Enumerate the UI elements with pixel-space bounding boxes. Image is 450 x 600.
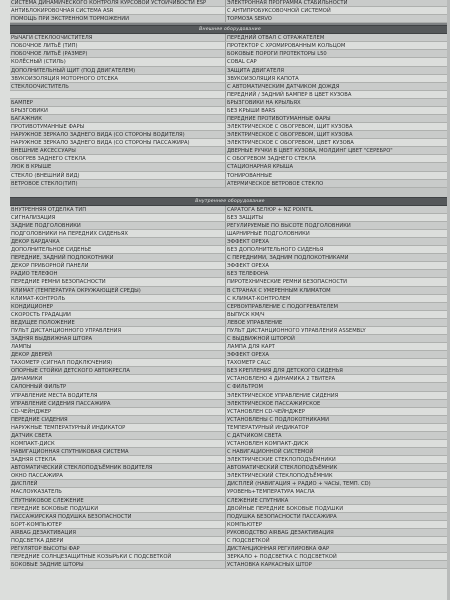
feature-name-cell: СТЕКЛО (ВНЕШНИЙ ВИД) [10, 172, 226, 179]
table-row [10, 311, 450, 319]
table-row [10, 327, 450, 335]
feature-name-cell: СПУТНИКОВОЕ СЛЕЖЕНИЕ [10, 497, 226, 504]
feature-value-cell: УСТАНОВЛЕНО 4 ДИНАМИКА 2 ТВИТЕРА [227, 376, 336, 383]
feature-name-cell: ДИНАМИКИ [10, 375, 226, 382]
table-row [10, 440, 450, 448]
feature-value-cell: БЕЗ КРЫШИ BARS [227, 107, 276, 114]
feature-name-cell: ЗВУКОИЗОЛЯЦИЯ МОТОРНОГО ОТСЕКА [10, 75, 226, 82]
feature-value-cell: ЭЛЕКТРИЧЕСКОЕ С ОБОГРЕВОМ, ЩИТ КУЗОВА [226, 131, 450, 138]
table-row [10, 472, 450, 480]
feature-name-cell: ЛАМПЫ [10, 343, 226, 350]
feature-name-cell: ДАТЧИК СВЕТА [10, 432, 226, 439]
table-row [10, 561, 450, 569]
feature-value-cell: С ПЕРЕДНИМИ, ЗАДНИМ ПОДЛОКОТНИКАМИ [226, 254, 450, 261]
feature-name-cell: ВНУТРЕННЯЯ ОТДЕЛКА ТИП [10, 206, 226, 213]
feature-value-cell: ЛЕВОЕ УПРАВЛЕНИЕ [226, 319, 450, 326]
feature-value-cell: В СТРАНАХ С УМЕРЕННЫМ КЛИМАТОМ [226, 287, 450, 294]
table-row [10, 367, 450, 375]
exterior-section [10, 34, 450, 187]
table-row [10, 432, 450, 440]
feature-name-cell: БАМПЕР [10, 99, 226, 106]
table-row [10, 319, 450, 327]
feature-value-cell: С АВТОМАТИЧЕСКИМ ДАТЧИКОМ ДОЖДЯ [226, 83, 450, 90]
feature-name-cell: КОЛЁСНЫЙ (СТИЛЬ) [10, 58, 226, 65]
table-row [10, 553, 450, 561]
feature-value-cell: ЭЛЕКТРИЧЕСКОЕ ПАССАЖИРСКОЕ [226, 400, 450, 407]
feature-value-cell: ЛАМПА ДЛЯ КАРТ [227, 344, 275, 351]
feature-name-cell: ПАССАЖИРСКАЯ ПОДУШКА БЕЗОПАСНОСТИ [10, 513, 226, 520]
feature-name-cell: ДОПОЛНИТЕЛЬНЫЙ ЩИТ (ПОД ДВИГАТЕЛЕМ) [10, 67, 226, 74]
table-row [10, 464, 450, 472]
feature-name-cell: ПРОТИВОТУМАННЫЕ ФАРЫ [10, 123, 226, 130]
table-row [10, 163, 450, 171]
table-row [10, 254, 450, 262]
table-row [10, 505, 450, 513]
table-row [10, 99, 450, 107]
feature-value-cell: ДИСТАНЦИОННАЯ РЕГУЛИРОВКА ФАР [226, 545, 450, 552]
table-row [10, 408, 450, 416]
feature-value-cell: БЕЗ ТЕЛЕФОНА [226, 270, 450, 277]
table-row [10, 238, 450, 246]
table-row [10, 246, 450, 254]
feature-value-cell: УСТАНОВЛЕН КОМПАКТ-ДИСК [227, 440, 309, 447]
table-row [10, 262, 450, 270]
feature-value-cell: ЭЛЕКТРИЧЕСКОЕ С ОБОГРЕВОМ, ЦВЕТ КУЗОВА [227, 140, 354, 147]
table-row [10, 180, 450, 188]
feature-value-cell: БЕЗ ЗАЩИТЫ [227, 214, 263, 221]
feature-name-cell: ПОБОЧНОЕ ЛИТЬЁ (РАЗМЕР) [10, 50, 226, 57]
feature-value-cell: САРАТОГА БЕЛЮР + NZ POINTIL [226, 206, 450, 213]
feature-value-cell: ПРОТЕКТОР С ХРОМИРОВАННЫМ КОЛЬЦОМ [227, 43, 346, 50]
table-row [10, 139, 450, 147]
feature-name-cell: ПОБОЧНОЕ ЛИТЬЁ (ТИП) [10, 42, 226, 49]
safety-section [10, 0, 450, 23]
feature-name-cell: РЫЧАГИ СТЕКЛООЧИСТИТЕЛЯ [10, 34, 226, 41]
feature-value-cell: РЕГУЛИРУЕМЫЕ ПО ВЫСОТЕ ПОДГОЛОВНИКИ [226, 222, 450, 229]
feature-name-cell: БОКОВЫЕ ЗАДНИЕ ШТОРЫ [10, 561, 226, 568]
feature-name-cell: АВТОМАТИЧЕСКИЙ СТЕКЛОПОДЪЁМНИК ВОДИТЕЛЯ [10, 464, 226, 471]
feature-name-cell: БОРТ-КОМПЬЮТЕР [10, 521, 226, 528]
table-row [10, 303, 450, 311]
feature-value-cell: ВЫПУСК КМ/Ч [227, 311, 265, 318]
feature-name-cell: ПОМОЩЬ ПРИ ЭКСТРЕННОМ ТОРМОЖЕНИИ [10, 15, 226, 22]
feature-value-cell: УСТАНОВЛЕНЫ С ПОДЛОКОТНИКАМИ [226, 416, 450, 423]
feature-value-cell: ЗАЩИТА ДВИГАТЕЛЯ [226, 67, 450, 74]
feature-name-cell: ВЕТРОВОЕ СТЕКЛО(ТИП) [10, 180, 226, 187]
feature-name-cell: ЛЮК В КРЫШЕ [10, 163, 226, 170]
feature-name-cell: БРЫЗГОВИКИ [10, 107, 226, 114]
feature-name-cell: ТАХОМЕТР (СИГНАЛ ПОДКЛЮЧЕНИЯ) [10, 359, 226, 366]
feature-value-cell: ПОДУШКА БЕЗОПАСНОСТИ ПАССАЖИРА [226, 513, 450, 520]
table-row [10, 131, 450, 139]
feature-value-cell: КОМПЬЮТЕР [227, 521, 262, 528]
table-row [10, 7, 450, 15]
feature-value-cell: ЭЛЕКТРИЧЕСКОЕ С ОБОГРЕВОМ, ЩИТ КУЗОВА [227, 124, 353, 131]
feature-name-cell: ПЕРЕДНИЕ СОЛНЦЕЗАЩИТНЫЕ КОЗЫРЬКИ С ПОДСВЕТКОЙ [10, 553, 226, 560]
feature-name-cell: СТЕКЛООЧИСТИТЕЛЬ [10, 83, 226, 90]
feature-name-cell: КОНДИЦИОНЕР [10, 303, 226, 310]
feature-value-cell: БЕЗ КРЕПЛЕНИЯ ДЛЯ ДЕТСКОГО СИДЕНЬЯ [226, 367, 450, 374]
table-row [10, 497, 450, 505]
table-row [10, 456, 450, 464]
feature-value-cell: УСТАНОВЛЕН CD-ЧЕЙНДЖЕР [227, 408, 305, 415]
table-row [10, 343, 450, 351]
feature-value-cell: ПЕРЕДНИЙ ОТВАЛ С ОТРАЖАТЕЛЕМ [226, 34, 450, 41]
table-row [10, 295, 450, 303]
table-row [10, 545, 450, 553]
feature-value-cell: С ДАТЧИКОМ СВЕТА [226, 432, 450, 439]
feature-name-cell: ВНЕШНИЕ АКСЕССУАРЫ [10, 147, 226, 154]
table-row [10, 0, 450, 7]
feature-value-cell: БОКОВЫЕ ПОРОГИ ПРОТЕКТОРЫ L50 [226, 50, 450, 57]
feature-name-cell: ОПОРНЫЕ СТОЙКИ ДЕТСКОГО АВТОКРЕСЛА [10, 367, 226, 374]
feature-name-cell: НАРУЖНЫЕ ТЕМПЕРАТУРНЫЙ ИНДИКАТОР [10, 424, 226, 431]
feature-value-cell: ПИРОТЕХНИЧЕСКИЕ РЕМНИ БЕЗОПАСНОСТИ [227, 279, 348, 286]
table-row [10, 392, 450, 400]
feature-name-cell: РАДИО ТЕЛЕФОН [10, 270, 226, 277]
feature-value-cell: ПЕРЕДНИЕ ПРОТИВОТУМАННЫЕ ФАРЫ [226, 115, 450, 122]
feature-name-cell: ПЕРЕДНИЕ БОКОВЫЕ ПОДУШКИ [10, 505, 226, 512]
table-row [10, 375, 450, 383]
feature-name-cell: УПРАВЛЕНИЕ МЕСТА ВОДИТЕЛЯ [10, 392, 226, 399]
feature-name-cell: РЕГУЛЯТОР ВЫСОТЫ ФАР [10, 545, 226, 552]
feature-value-cell: ЭЛЕКТРИЧЕСКОЕ УПРАВЛЕНИЕ СИДЕНИЯ [227, 392, 339, 399]
feature-name-cell: СКОРОСТЬ ГРАДАЦИИ [10, 311, 226, 318]
feature-name-cell: ДОПОЛНИТЕЛЬНОЕ СИДЕНЬЕ [10, 246, 226, 253]
table-row [10, 488, 450, 496]
table-row [10, 521, 450, 529]
feature-value-cell: АВТОМАТИЧЕСКИЙ СТЕКЛОПОДЪЁМНИК [226, 464, 450, 471]
feature-value-cell: С ПОДСВЕТКОЙ [227, 537, 270, 544]
exterior-section-header: Внешнее оборудование [10, 25, 450, 34]
table-row [10, 278, 450, 286]
table-row [10, 537, 450, 545]
feature-name-cell: ДЕКОР ДВЕРЕЙ [10, 351, 226, 358]
feature-value-cell: ЭФФЕКТ ОРЕХА [227, 263, 269, 270]
feature-value-cell: СТАЦИОНАРНАЯ КРЫША [226, 163, 450, 170]
feature-name-cell: КЛИМАТ (ТЕМПЕРАТУРА ОКРУЖАЮЩЕЙ СРЕДЫ) [10, 287, 226, 294]
feature-value-cell: ТОНИРОВАННЫЕ [227, 172, 273, 179]
feature-value-cell: С ОБОГРЕВОМ ЗАДНЕГО СТЕКЛА [227, 156, 316, 163]
table-row [10, 115, 450, 123]
feature-name-cell: ОБОГРЕВ ЗАДНЕГО СТЕКЛА [10, 155, 226, 162]
table-row [10, 34, 450, 42]
feature-name-cell: ВЕДУЩЕЕ ПОЛОЖЕНИЕ [10, 319, 226, 326]
table-row [10, 222, 450, 230]
table-row [10, 287, 450, 295]
feature-name-cell: МАСЛОУКАЗАТЕЛЬ [10, 488, 226, 495]
feature-name-cell: СИСТЕМА ДИНАМИЧЕСКОГО КОНТРОЛЯ КУРСОВОЙ УСТОЙЧИВОСТИ ESP [10, 0, 226, 6]
feature-name-cell: ОКНО ПАССАЖИРА [10, 472, 226, 479]
table-row [10, 75, 450, 83]
table-row [10, 383, 450, 391]
table-row [10, 15, 450, 23]
feature-value-cell: COBAL CAP [227, 59, 257, 66]
feature-name-cell [10, 91, 226, 98]
feature-value-cell: ТЕМПЕРАТУРНЫЙ ИНДИКАТОР [227, 424, 309, 431]
table-row [10, 83, 450, 91]
feature-value-cell: ШАРНИРНЫЕ ПОДГОЛОВНИКИ [227, 230, 310, 237]
feature-value-cell: ЭЛЕКТРИЧЕСКИЕ СТЕКЛОПОДЪЁМНИКИ [227, 457, 336, 464]
feature-value-cell: СЛЕЖЕНИЕ СПУТНИКА [226, 497, 450, 504]
table-row [10, 155, 450, 163]
table-row [10, 351, 450, 359]
feature-value-cell: ДВОЙНЫЕ ПЕРЕДНИЕ БОКОВЫЕ ПОДУШКИ [227, 505, 344, 512]
spec-table [10, 0, 450, 569]
feature-name-cell: ДИСПЛЕЙ [10, 480, 226, 487]
table-row [10, 270, 450, 278]
table-row [10, 214, 450, 222]
table-row [10, 206, 450, 214]
feature-name-cell: CD-ЧЕЙНДЖЕР [10, 408, 226, 415]
feature-value-cell: ПЕРЕДНИЙ / ЗАДНИЙ БАМПЕР В ЦВЕТ КУЗОВА [227, 91, 352, 98]
feature-name-cell: НАРУЖНОЕ ЗЕРКАЛО ЗАДНЕГО ВИДА (СО СТОРОНЫ ВОДИТЕЛЯ) [10, 131, 226, 138]
feature-name-cell: ДЕКОР ПРИБОРНОЙ ПАНЕЛИ [10, 262, 226, 269]
feature-value-cell: АТЕРМИЧЕСКОЕ ВЕТРОВОЕ СТЕКЛО [226, 180, 450, 187]
feature-value-cell: ЗВУКОИЗОЛЯЦИЯ КАПОТА [227, 75, 299, 82]
table-row [10, 50, 450, 58]
feature-value-cell: СЕРВОУПРАВЛЕНИЕ С ПОДОГРЕВАТЕЛЕМ [226, 303, 450, 310]
feature-name-cell: ДЕКОР БАРДАЧКА [10, 238, 226, 245]
feature-value-cell: ПУЛЬТ ДИСТАНЦИОННОГО УПРАВЛЕНИЯ ASSEMBLY [227, 327, 366, 334]
feature-name-cell: КЛИМАТ-КОНТРОЛЬ [10, 295, 226, 302]
feature-name-cell: AIRBAG ДЕЗАКТИВАЦИЯ [10, 529, 226, 536]
feature-name-cell: ЗАДНИЕ ПОДГОЛОВНИКИ [10, 222, 226, 229]
feature-name-cell: КОМПАКТ-ДИСК [10, 440, 226, 447]
feature-value-cell: ЗЕРКАЛО + ПОДСВЕТКА С ПОДСВЕТКОЙ [227, 554, 337, 561]
interior-section-header: Внутреннее оборудование [10, 197, 450, 206]
feature-name-cell: ПОДСВЕТКА ДВЕРИ [10, 537, 226, 544]
table-row [10, 172, 450, 180]
feature-value-cell: ЭФФЕКТ ОРЕХА [226, 238, 450, 245]
feature-value-cell: ДИСПЛЕЙ (НАВИГАЦИЯ + РАДИО + ЧАСЫ, ТЕМП. CD) [226, 480, 450, 487]
table-row [10, 359, 450, 367]
feature-name-cell: ПОДГОЛОВНИКИ НА ПЕРЕДНИХ СИДЕНЬЯХ [10, 230, 226, 237]
feature-name-cell: НАРУЖНОЕ ЗЕРКАЛО ЗАДНЕГО ВИДА (СО СТОРОНЫ ПАССАЖИРА) [10, 139, 226, 146]
table-row [10, 67, 450, 75]
feature-value-cell: УСТАНОВКА КАРКАСНЫХ ШТОР [226, 561, 450, 568]
feature-value-cell: БРЫЗГОВИКИ НА КРЫЛЬЯХ [226, 99, 450, 106]
feature-name-cell: ПУЛЬТ ДИСТАНЦИОННОГО УПРАВЛЕНИЯ [10, 327, 226, 334]
feature-name-cell: СИГНАЛИЗАЦИЯ [10, 214, 226, 221]
table-row [10, 335, 450, 343]
feature-name-cell: АНТИБЛОКИРОВОЧНАЯ СИСТЕМА ASR [10, 7, 226, 14]
feature-value-cell: С ФИЛЬТРОМ [226, 383, 450, 390]
table-row [10, 448, 450, 456]
table-row [10, 529, 450, 537]
feature-name-cell: ПЕРЕДНИЕ СИДЕНИЯ [10, 416, 226, 423]
feature-value-cell: РУКОВОДСТВО AIRBAG ДЕЗАКТИВАЦИЯ [226, 529, 450, 536]
feature-value-cell: С АНТИПРОБУКСОВОЧНОЙ СИСТЕМОЙ [227, 8, 331, 15]
feature-name-cell: НАВИГАЦИОННАЯ СПУТНИКОВАЯ СИСТЕМА [10, 448, 226, 455]
table-row [10, 424, 450, 432]
table-row [10, 147, 450, 155]
table-row [10, 58, 450, 66]
table-row [10, 91, 450, 99]
feature-value-cell: С ВЫДВИЖНОЙ ШТОРОЙ [226, 335, 450, 342]
feature-name-cell: БАГАЖНИК [10, 115, 226, 122]
feature-value-cell: УРОВЕНЬ+ТЕМПЕРАТУРА МАСЛА [227, 489, 315, 496]
feature-value-cell: С КЛИМАТ-КОНТРОЛЕМ [227, 295, 291, 302]
table-row [10, 107, 450, 115]
feature-name-cell: ЗАДНЯЯ СТЕКЛА [10, 456, 226, 463]
feature-name-cell: УПРАВЛЕНИЕ СИДЕНИЯ ПАССАЖИРА [10, 400, 226, 407]
feature-value-cell: БЕЗ ДОПОЛНИТЕЛЬНОГО СИДЕНЬЯ [227, 247, 324, 254]
feature-value-cell: ЭЛЕКТРИЧЕСКИЙ СТЕКЛОПОДЪЁМНИК [227, 473, 333, 480]
feature-value-cell: ТОРМОЗА SERVO [226, 15, 450, 22]
feature-value-cell: ЭЛЕКТРОННАЯ ПРОГРАММА СТАБИЛЬНОСТИ [226, 0, 450, 6]
feature-name-cell: САЛОННЫЙ ФИЛЬТР [10, 383, 226, 390]
feature-value-cell: ТАХОМЕТР CALC [227, 360, 271, 367]
table-row [10, 400, 450, 408]
table-row [10, 42, 450, 50]
feature-name-cell: ЗАДНЯЯ ВЫДВИЖНАЯ ШТОРА [10, 335, 226, 342]
feature-value-cell: ДВЕРНЫЕ РУЧКИ В ЦВЕТ КУЗОВА, МОЛДИНГ ЦВЕТ "СЕРЕБРО" [226, 147, 450, 154]
feature-name-cell: ПЕРЕДНИЕ, ЗАДНИЙ ПОДЛОКОТНИКИ [10, 254, 226, 261]
interior-section [10, 206, 450, 570]
table-row [10, 230, 450, 238]
table-row [10, 123, 450, 131]
table-row [10, 513, 450, 521]
table-row [10, 480, 450, 488]
table-row [10, 416, 450, 424]
feature-value-cell: ЭФФЕКТ ОРЕХА [226, 351, 450, 358]
feature-value-cell: С НАВИГАЦИОННОЙ СИСТЕМОЙ [226, 448, 450, 455]
feature-name-cell: ПЕРЕДНИЕ РЕМНИ БЕЗОПАСНОСТИ [10, 278, 226, 285]
divider [10, 188, 450, 197]
